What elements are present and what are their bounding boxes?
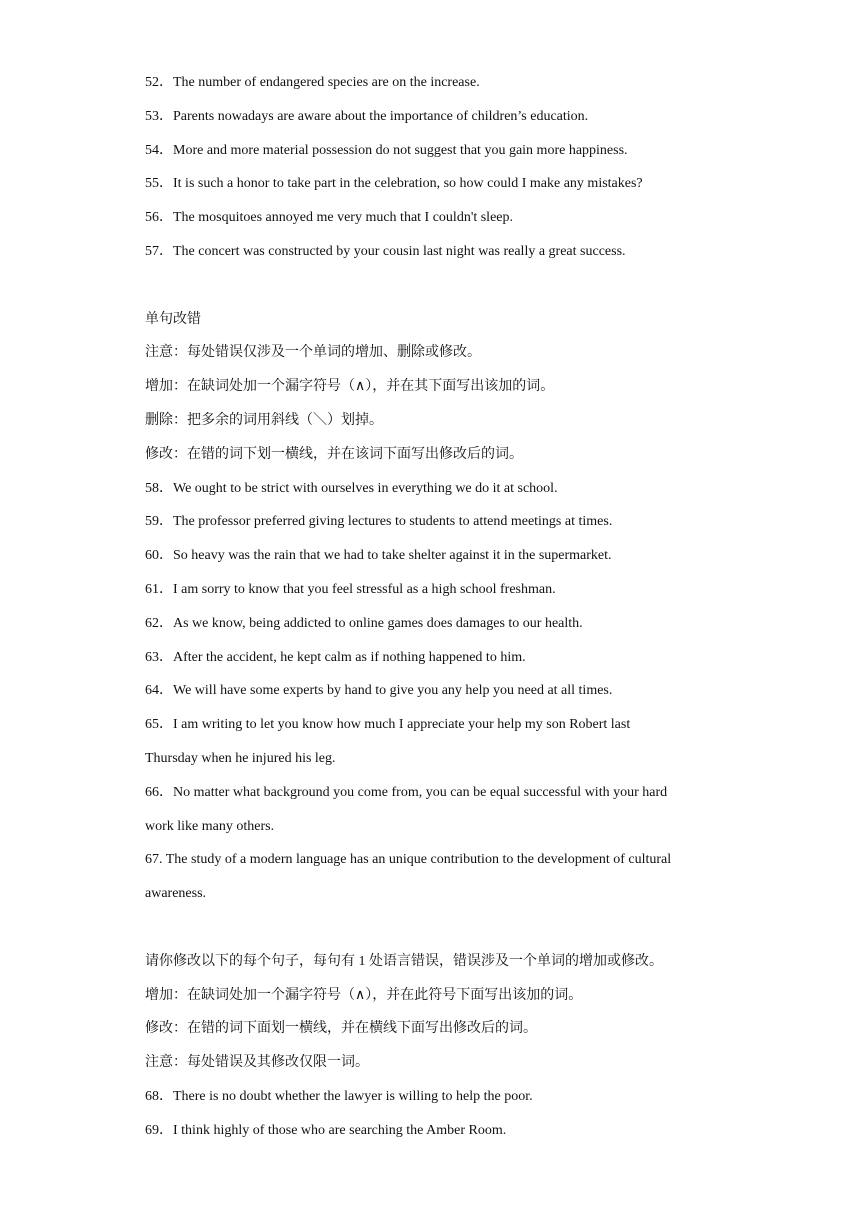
question-65-line2: Thursday when he injured his leg. [145, 750, 336, 766]
question-69 [145, 1114, 725, 1148]
question-text: So heavy was the rain that we had to take shelter against it in the supermarket. [173, 548, 612, 564]
question-66-line1 [145, 776, 725, 810]
question-number: 60． [145, 548, 173, 564]
question-text: More and more material possession do not suggest that you gain more happiness. [173, 142, 628, 158]
question-65-line1 [145, 708, 725, 742]
section-heading: 单句改错 [145, 311, 201, 327]
question-53 [145, 100, 725, 134]
question-text: I am writing to let you know how much I appreciate your help my son Robert last [173, 717, 631, 733]
question-61 [145, 573, 725, 607]
instruction-modify: 修改：在错的词下面划一横线，并在横线下面写出修改后的词。 [145, 1021, 537, 1037]
question-text: The concert was constructed by your cousin last night was really a great success. [173, 243, 626, 259]
question-text: We ought to be strict with ourselves in everything we do it at school. [173, 480, 558, 496]
question-64 [145, 674, 725, 708]
question-text: No matter what background you come from, you can be equal successful with your hard [173, 784, 668, 800]
instruction-delete: 删除：把多余的词用斜线（＼）划掉。 [145, 412, 383, 428]
question-number: 63． [145, 649, 173, 665]
question-number: 53． [145, 108, 173, 124]
question-text: The professor preferred giving lectures to students to attend meetings at times. [173, 514, 613, 530]
question-55 [145, 167, 725, 201]
question-number: 61． [145, 581, 173, 597]
worksheet-page [145, 66, 725, 1148]
question-text: Parents nowadays are aware about the importance of children’s education. [173, 108, 589, 124]
question-text: It is such a honor to take part in the celebration, so how could I make any mistakes? [173, 176, 643, 192]
question-text: As we know, being addicted to online games does damages to our health. [173, 615, 583, 631]
question-67-line1: 67. The study of a modern language has an unique contribution to the development of cultural [145, 852, 672, 868]
instruction-add: 增加：在缺词处加一个漏字符号（∧），并在其下面写出该加的词。 [145, 379, 555, 395]
question-text: We will have some experts by hand to give you any help you need at all times. [173, 683, 613, 699]
question-number: 62． [145, 615, 173, 631]
question-number: 64． [145, 683, 173, 699]
question-63 [145, 641, 725, 675]
question-66-line2: work like many others. [145, 818, 275, 834]
question-number: 55． [145, 176, 173, 192]
question-number: 69． [145, 1122, 173, 1138]
question-number: 66． [145, 784, 173, 800]
question-number: 65． [145, 717, 173, 733]
instruction-intro: 请你修改以下的每个句子，每句有 1 处语言错误，错误涉及一个单词的增加或修改。 [145, 953, 663, 969]
question-52 [145, 66, 725, 100]
question-58 [145, 472, 725, 506]
instruction-note: 注意：每处错误仅涉及一个单词的增加、删除或修改。 [145, 345, 481, 361]
question-number: 59． [145, 514, 173, 530]
question-text: The mosquitoes annoyed me very much that I couldn't sleep. [173, 210, 513, 226]
question-60 [145, 539, 725, 573]
question-67-line2: awareness. [145, 886, 207, 902]
question-68 [145, 1080, 725, 1114]
question-59 [145, 505, 725, 539]
question-text: After the accident, he kept calm as if nothing happened to him. [173, 649, 526, 665]
question-text: I think highly of those who are searching the Amber Room. [173, 1122, 507, 1138]
instruction-modify: 修改：在错的词下划一横线，并在该词下面写出修改后的词。 [145, 446, 523, 462]
section-gap [145, 911, 725, 945]
question-number: 52． [145, 75, 173, 90]
question-number: 54． [145, 142, 173, 158]
question-text: I am sorry to know that you feel stressful as a high school freshman. [173, 581, 556, 597]
question-number: 57． [145, 243, 173, 259]
question-56 [145, 201, 725, 235]
question-57 [145, 235, 725, 269]
question-number: 58． [145, 480, 173, 496]
question-number: 68． [145, 1088, 173, 1104]
question-text: There is no doubt whether the lawyer is willing to help the poor. [173, 1088, 533, 1104]
section-gap [145, 269, 725, 303]
question-text: The number of endangered species are on the increase. [173, 75, 480, 90]
question-62 [145, 607, 725, 641]
instruction-note: 注意：每处错误及其修改仅限一词。 [145, 1055, 369, 1071]
instruction-add: 增加：在缺词处加一个漏字符号（∧），并在此符号下面写出该加的词。 [145, 987, 583, 1003]
question-number: 56． [145, 210, 173, 226]
question-54 [145, 134, 725, 168]
